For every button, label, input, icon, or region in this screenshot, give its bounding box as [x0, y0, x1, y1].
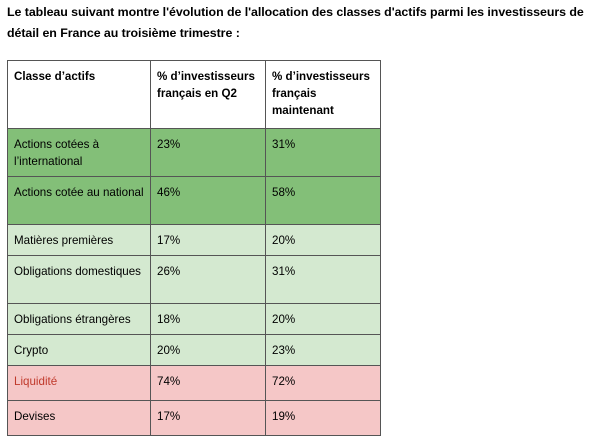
table-row	[8, 256, 381, 304]
q2-cell: 18%	[151, 304, 266, 335]
now-cell: 31%	[266, 129, 381, 177]
table-row	[8, 177, 381, 225]
asset-cell: Matières premières	[8, 225, 151, 256]
now-cell: 58%	[266, 177, 381, 225]
now-cell: 20%	[266, 225, 381, 256]
now-cell: 20%	[266, 304, 381, 335]
header-q2-percent: % d’investisseurs français en Q2	[151, 61, 266, 129]
q2-cell: 17%	[151, 401, 266, 436]
asset-cell: Actions cotées à l’international	[8, 129, 151, 177]
header-asset-class: Classe d’actifs	[8, 61, 151, 129]
asset-allocation-table	[7, 60, 381, 436]
q2-cell: 17%	[151, 225, 266, 256]
table-row	[8, 304, 381, 335]
asset-cell: Obligations domestiques	[8, 256, 151, 304]
asset-cell: Devises	[8, 401, 151, 436]
intro-line-1: Le tableau suivant montre l'évolution de l'allocation des classes d'actifs parmi les investisseurs de	[7, 5, 584, 19]
table-row	[8, 225, 381, 256]
now-cell: 23%	[266, 335, 381, 366]
table-row	[8, 129, 381, 177]
asset-cell: Actions cotée au national	[8, 177, 151, 225]
q2-cell: 46%	[151, 177, 266, 225]
header-now-percent: % d’investisseurs français maintenant	[266, 61, 381, 129]
table-row	[8, 366, 381, 401]
table-row	[8, 335, 381, 366]
q2-cell: 23%	[151, 129, 266, 177]
table-row	[8, 401, 381, 436]
intro-line-2: détail en France au troisième trimestre :	[7, 26, 240, 40]
now-cell: 31%	[266, 256, 381, 304]
q2-cell: 20%	[151, 335, 266, 366]
q2-cell: 74%	[151, 366, 266, 401]
asset-cell: Obligations étrangères	[8, 304, 151, 335]
now-cell: 19%	[266, 401, 381, 436]
q2-cell: 26%	[151, 256, 266, 304]
asset-cell: Liquidité	[8, 366, 151, 401]
asset-cell: Crypto	[8, 335, 151, 366]
intro-paragraph	[7, 2, 601, 44]
now-cell: 72%	[266, 366, 381, 401]
table-header-row	[8, 61, 381, 129]
